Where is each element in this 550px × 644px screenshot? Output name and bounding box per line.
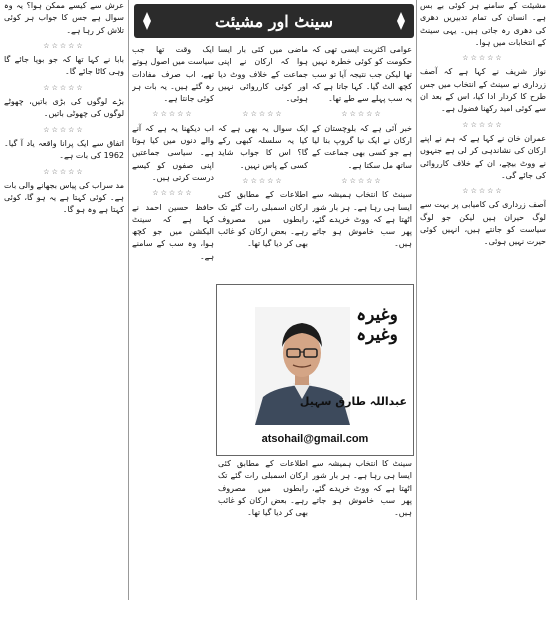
section-divider: ☆☆☆☆☆ [462, 120, 504, 129]
column-rule [128, 0, 129, 600]
paragraph: اب دیکھنا یہ ہے کہ آنے والے دنوں میں کیا ہوتا ہے۔ سیاسی جماعتیں اپنی صفوں کو کیسے درست کرتی ہیں۔ [132, 123, 214, 182]
section-divider: ☆☆☆☆☆ [43, 167, 85, 176]
headline-banner [134, 4, 414, 38]
paragraph: اتفاق سے ایک پرانا واقعہ یاد آ گیا۔ 1962 کی بات ہے۔ [4, 138, 124, 161]
author-name: عبداللہ طارق سہیل [299, 395, 407, 408]
paragraph: نواز شریف نے کہا ہے کہ آصف زرداری نے سینٹ کے انتخاب میں جس طرح کا کردار ادا کیا، اس کے بعد ان سے کوئی امید رکھنا فضول ہے۔ [420, 67, 546, 114]
section-divider: ☆☆☆☆☆ [43, 125, 85, 134]
article-column-2-lower [312, 458, 412, 600]
paragraph: مشیئت کے سامنے ہر کوئی بے بس ہے۔ انسان کی تمام تدبیریں دھری کی دھری رہ جاتی ہیں۔ یہی سینٹ کے انتخابات میں ہوا۔ [420, 1, 546, 47]
column-brand [347, 305, 407, 345]
paragraph: عمران خان نے کہا ہے کہ ہم نے اپنے ارکان کی نشاندہی کر لی ہے جنہوں نے ووٹ بیچے، ان کے خلاف کارروائی کی جائے گی۔ [420, 133, 546, 180]
section-divider: ☆☆☆☆☆ [152, 189, 194, 198]
paragraph: ایک سوال یہ بھی ہے کہ کیا یہ سلسلہ کبھی رکے گا؟ اس کا جواب شاید کسی کے پاس نہیں۔ [218, 123, 308, 170]
paragraph: بڑے لوگوں کی بڑی باتیں، چھوٹے لوگوں کی چھوٹی باتیں۔ [4, 97, 124, 119]
article-column-1 [420, 0, 546, 600]
article-column-5 [4, 0, 124, 600]
paragraph: ایک وقت تھا جب سیاست میں اصول ہوتے تھے، اب صرف مفادات رہ گئے ہیں۔ یہ بات ہر کوئی جانتا ہے۔ [132, 45, 214, 104]
paragraph: اطلاعات کے مطابق کئی ارکان اسمبلی رات گئے تک رابطوں میں مصروف رہے۔ بعض ارکان کو غائب بھی کر دیا گیا تھا۔ [218, 459, 308, 518]
section-divider: ☆☆☆☆☆ [462, 187, 504, 196]
article-column-3 [218, 44, 308, 280]
section-divider: ☆☆☆☆☆ [341, 176, 383, 185]
paragraph: عرش سے کیسے ممکن ہوا؟ یہ وہ سوال ہے جس کا جواب ہر کوئی تلاش کر رہا ہے۔ [4, 1, 124, 35]
section-divider: ☆☆☆☆☆ [242, 110, 284, 119]
author-email[interactable]: atsohail@gmail.com [261, 433, 369, 445]
paragraph: خبر آئی ہے کہ بلوچستان کے ارکان نے ایک نیا گروپ بنا لیا ہے جو کسی بھی جماعت کے ساتھ مل سکتا ہے۔ [312, 123, 412, 170]
section-divider: ☆☆☆☆☆ [341, 110, 383, 119]
brand-line: وغیرہ [356, 325, 398, 345]
section-divider: ☆☆☆☆☆ [43, 41, 85, 50]
paragraph: مد سراب کی پیاس بجھانے والی بات ہے۔ کوئی کہتا ہے یہ ہو گا، کوئی کہتا ہے وہ ہو گا۔ [4, 180, 124, 215]
paragraph: ماضی میں کئی بار ایسا ہوا کہ ارکان نے اپنی جماعت کے خلاف ووٹ دیا اور کوئی کارروائی نہیں ہوئی۔ [218, 45, 308, 104]
section-divider: ☆☆☆☆☆ [242, 176, 284, 185]
paragraph: آصف زرداری کی کامیابی پر بہت سے لوگ حیران ہیں لیکن جو لوگ سیاست کو جانتے ہیں، انہیں کوئی حیرت نہیں ہوئی۔ [420, 200, 546, 247]
paragraph: سینٹ کا انتخاب ہمیشہ سے ایسا ہی رہا ہے۔ ہر بار شور اٹھتا ہے کہ ووٹ خریدے گئے، پھر سب خاموش ہو جاتے ہیں۔ [312, 190, 412, 249]
ornament-icon [396, 11, 406, 31]
article-column-3-lower [218, 458, 308, 600]
section-divider: ☆☆☆☆☆ [462, 54, 504, 63]
section-divider: ☆☆☆☆☆ [152, 110, 194, 119]
columnist-byline-box [216, 284, 414, 456]
paragraph: سینٹ کا انتخاب ہمیشہ سے ایسا ہی رہا ہے۔ ہر بار شور اٹھتا ہے کہ ووٹ خریدے گئے، پھر سب خاموش ہو جاتے ہیں۔ [312, 459, 412, 518]
paragraph: اطلاعات کے مطابق کئی ارکان اسمبلی رات گئے تک رابطوں میں مصروف رہے۔ بعض ارکان کو غائب بھی کر دیا گیا تھا۔ [218, 190, 308, 249]
paragraph: بابا نے کہا تھا کہ جو بویا جائے گا وہی کاٹا جائے گا۔ [4, 55, 124, 77]
paragraph: حافظ حسین احمد نے کہا ہے کہ سینٹ الیکشن میں جو کچھ ہوا، وہ سب کے سامنے ہے۔ [132, 202, 214, 261]
brand-line: وغیرہ [356, 305, 398, 325]
article-column-2 [312, 44, 412, 280]
article-column-4 [132, 44, 214, 644]
paragraph: عوامی اکثریت ایسی تھی کہ حکومت کو کوئی خطرہ نہیں تھا لیکن جب نتیجہ آیا تو سب کچھ الٹ گیا۔ کہا جاتا ہے کہ یہ سب پہلے سے طے تھا۔ [312, 45, 412, 104]
ornament-icon [142, 11, 152, 31]
column-rule [416, 0, 417, 600]
headline: سینٹ اور مشیئت [214, 11, 334, 31]
section-divider: ☆☆☆☆☆ [43, 83, 85, 92]
